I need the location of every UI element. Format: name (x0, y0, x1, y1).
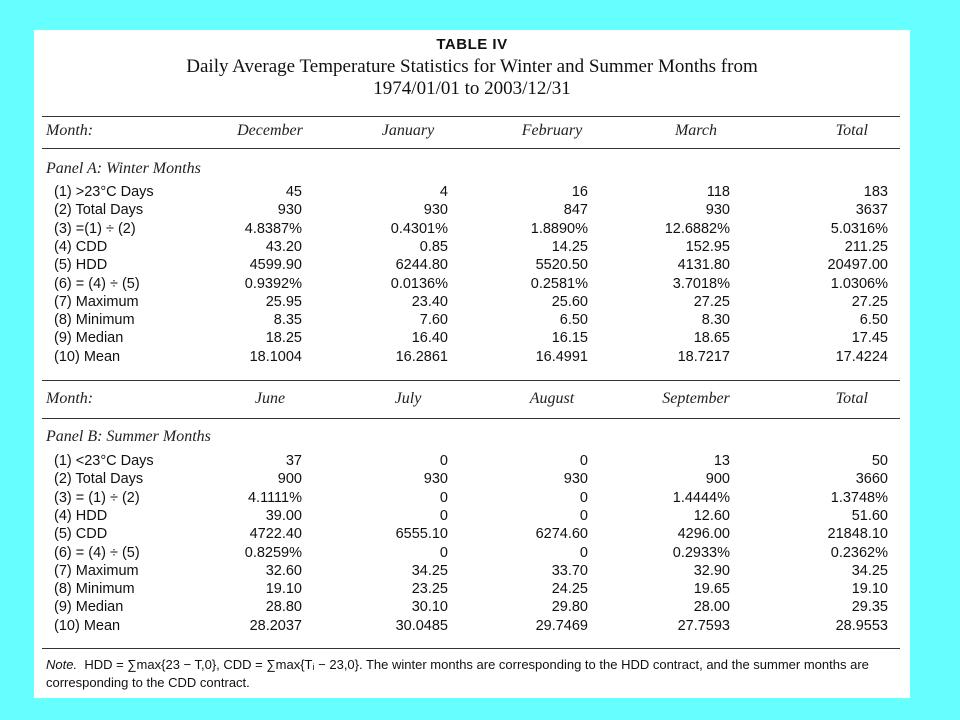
table-cell: 30.0485 (395, 617, 448, 634)
table-cell: 930 (705, 202, 730, 219)
row-label: (10) Mean (54, 617, 121, 634)
row-label: (8) Minimum (54, 312, 135, 329)
panel-a-header-january: January (381, 122, 435, 139)
row-label: (5) CDD (54, 526, 108, 543)
table-cell: 4.1111% (247, 489, 302, 506)
table-cell: 16.15 (551, 330, 588, 347)
table-cell: 30.10 (411, 599, 448, 616)
table-cell: 33.70 (551, 562, 588, 579)
row-label: (5) HDD (54, 257, 108, 274)
table-cell: 6555.10 (395, 526, 448, 543)
row-label: (7) Maximum (54, 293, 139, 310)
table-cell: 4296.00 (677, 526, 730, 543)
table-cell: 1.4444% (672, 489, 730, 506)
table-cell: 50 (871, 453, 888, 469)
table-cell: 20497.00 (827, 257, 888, 274)
table-cell: 152.95 (685, 238, 730, 255)
bottom-rule (42, 648, 900, 649)
panel-a-header-december: December (237, 122, 303, 139)
table-cell: 4722.40 (249, 526, 302, 543)
table-cell: 19.10 (851, 581, 888, 598)
table-cell: 45 (285, 184, 302, 200)
panel-b-header-rule (42, 418, 900, 419)
table-cell: 37 (285, 453, 302, 469)
table-cell: 16.4991 (535, 348, 588, 365)
row-label: (2) Total Days (54, 202, 144, 219)
note-label: Note. (46, 657, 78, 672)
table-cell: 25.95 (265, 293, 302, 310)
row-label: (3) =(1) ÷ (2) (54, 220, 136, 237)
table-cell: 930 (423, 202, 448, 219)
table-cell: 1.8890% (530, 220, 588, 237)
table-cell: 930 (423, 471, 448, 488)
table-cell: 28.00 (693, 599, 730, 616)
table-cell: 27.25 (693, 293, 730, 310)
table-cell: 4 (439, 184, 448, 200)
table-cell: 3637 (855, 202, 888, 219)
table-cell: 0 (579, 544, 588, 561)
table-cell: 847 (563, 202, 588, 219)
table-cell: 0 (579, 453, 588, 469)
table-cell: 0.85 (419, 238, 448, 255)
table-cell: 6274.60 (535, 526, 588, 543)
table-cell: 32.90 (693, 562, 730, 579)
panel-a-header-total: Total (835, 122, 868, 139)
table-cell: 900 (705, 471, 730, 488)
panel-b-header-july: July (394, 390, 422, 407)
table-row (34, 221, 910, 239)
table-cell: 118 (706, 184, 730, 200)
table-cell: 24.25 (551, 581, 588, 598)
table-row (34, 545, 910, 563)
table-row (34, 490, 910, 508)
panel-a-header-february: February (521, 122, 583, 139)
table-cell: 6.50 (859, 312, 888, 329)
table-cell: 43.20 (265, 238, 302, 255)
note-text: HDD = ∑max{23 − T,0}, CDD = ∑max{Tᵢ − 23,0}. The winter months are corresponding to the HDD contract, and the summer months are corresponding to the CDD contract. (46, 657, 869, 690)
row-label: (9) Median (54, 599, 124, 616)
table-cell: 5520.50 (535, 257, 588, 274)
table-cell: 13 (713, 453, 730, 469)
table-cell: 16.2861 (395, 348, 448, 365)
table-row (34, 184, 910, 202)
table-cell: 32.60 (265, 562, 302, 579)
table-row (34, 508, 910, 526)
panel-b-header-month: Month: (46, 390, 94, 407)
table-row (34, 471, 910, 489)
table-cell: 17.45 (851, 330, 888, 347)
panel-b-header-august: August (529, 390, 575, 407)
table-cell: 29.35 (851, 599, 888, 616)
table-row (34, 294, 910, 312)
table-cell: 16 (571, 184, 588, 200)
table-row (34, 599, 910, 617)
table-cell: 18.1004 (249, 348, 302, 365)
table-cell: 0.2362% (830, 544, 888, 561)
table-cell: 17.4224 (835, 348, 888, 365)
panel-b-header-total: Total (835, 390, 868, 407)
table-cell: 51.60 (851, 507, 888, 524)
table-cell: 0.9392% (244, 275, 302, 292)
table-cell: 900 (277, 471, 302, 488)
table-cell: 21848.10 (827, 526, 888, 543)
table-cell: 0.0136% (390, 275, 448, 292)
row-label: (8) Minimum (54, 581, 135, 598)
table-cell: 12.6882% (664, 220, 730, 237)
table-cell: 4599.90 (249, 257, 302, 274)
table-row (34, 257, 910, 275)
table-cell: 0.2933% (672, 544, 730, 561)
row-label: (10) Mean (54, 348, 121, 365)
panel-b-header-september: September (662, 390, 730, 407)
row-label: (4) HDD (54, 507, 108, 524)
table-cell: 0 (439, 507, 448, 524)
panel-b-header-june: June (254, 390, 286, 407)
table-cell: 27.25 (851, 293, 888, 310)
table-cell: 8.35 (273, 312, 302, 329)
table-cell: 28.2037 (249, 617, 302, 634)
row-label: (6) = (4) ÷ (5) (54, 544, 140, 561)
table-row (34, 349, 910, 367)
table-cell: 14.25 (551, 238, 588, 255)
panel-a-title: Panel A: Winter Months (46, 160, 201, 177)
table-cell: 6244.80 (395, 257, 448, 274)
table-cell: 0 (439, 544, 448, 561)
table-cell: 7.60 (419, 312, 448, 329)
table-label: TABLE IV (436, 36, 508, 53)
table-cell: 4.8387% (244, 220, 302, 237)
table-cell: 23.25 (411, 581, 448, 598)
table-cell: 8.30 (701, 312, 730, 329)
table-row (34, 276, 910, 294)
top-rule (42, 116, 900, 117)
table-row (34, 330, 910, 348)
table-cell: 23.40 (411, 293, 448, 310)
table-cell: 18.65 (693, 330, 730, 347)
row-label: (1) <23°C Days (54, 453, 154, 469)
table-cell: 0.8259% (244, 544, 302, 561)
table-note (46, 656, 906, 692)
table-cell: 19.10 (265, 581, 302, 598)
table-cell: 18.25 (265, 330, 302, 347)
table-cell: 34.25 (851, 562, 888, 579)
table-cell: 25.60 (551, 293, 588, 310)
panel-a-header-month: Month: (46, 122, 94, 139)
table-cell: 28.9553 (835, 617, 888, 634)
table-cell: 39.00 (265, 507, 302, 524)
panel-a-header-march: March (674, 122, 718, 139)
panel-b-title: Panel B: Summer Months (46, 428, 211, 445)
table-cell: 0 (439, 453, 448, 469)
table-row (34, 526, 910, 544)
table-cell: 12.60 (693, 507, 730, 524)
table-cell: 34.25 (411, 562, 448, 579)
table-cell: 930 (563, 471, 588, 488)
table-cell: 5.0316% (830, 220, 888, 237)
table-cell: 3660 (855, 471, 888, 488)
row-label: (9) Median (54, 330, 124, 347)
table-cell: 4131.80 (677, 257, 730, 274)
table-cell: 6.50 (559, 312, 588, 329)
table-cell: 183 (863, 184, 888, 200)
row-label: (2) Total Days (54, 471, 144, 488)
table-cell: 3.7018% (672, 275, 730, 292)
table-cell: 0.4301% (390, 220, 448, 237)
table-cell: 19.65 (693, 581, 730, 598)
panel-a-bottom-rule (42, 380, 900, 381)
row-label: (6) = (4) ÷ (5) (54, 275, 140, 292)
table-row (34, 581, 910, 599)
table-cell: 1.3748% (830, 489, 888, 506)
table-cell: 0.2581% (530, 275, 588, 292)
table-row (34, 563, 910, 581)
row-label: (3) = (1) ÷ (2) (54, 489, 140, 506)
table-row (34, 239, 910, 257)
table-cell: 0 (439, 489, 448, 506)
table-cell: 29.80 (551, 599, 588, 616)
table-cell: 1.0306% (830, 275, 888, 292)
table-cell: 29.7469 (535, 617, 588, 634)
table-cell: 28.80 (265, 599, 302, 616)
table-row (34, 618, 910, 636)
table-cell: 18.7217 (677, 348, 730, 365)
table-row (34, 453, 910, 471)
table-cell: 16.40 (411, 330, 448, 347)
table-row (34, 312, 910, 330)
paper-page (34, 30, 910, 698)
table-cell: 27.7593 (677, 617, 730, 634)
panel-a-header-rule (42, 148, 900, 149)
row-label: (4) CDD (54, 238, 108, 255)
row-label: (7) Maximum (54, 562, 139, 579)
table-title-line1: Daily Average Temperature Statistics for Winter and Summer Months from (186, 56, 758, 77)
table-cell: 0 (579, 489, 588, 506)
table-cell: 211.25 (844, 238, 888, 255)
table-row (34, 202, 910, 220)
table-title-line2: 1974/01/01 to 2003/12/31 (373, 78, 571, 99)
table-cell: 930 (277, 202, 302, 219)
table-cell: 0 (579, 507, 588, 524)
row-label: (1) >23°C Days (54, 184, 154, 200)
